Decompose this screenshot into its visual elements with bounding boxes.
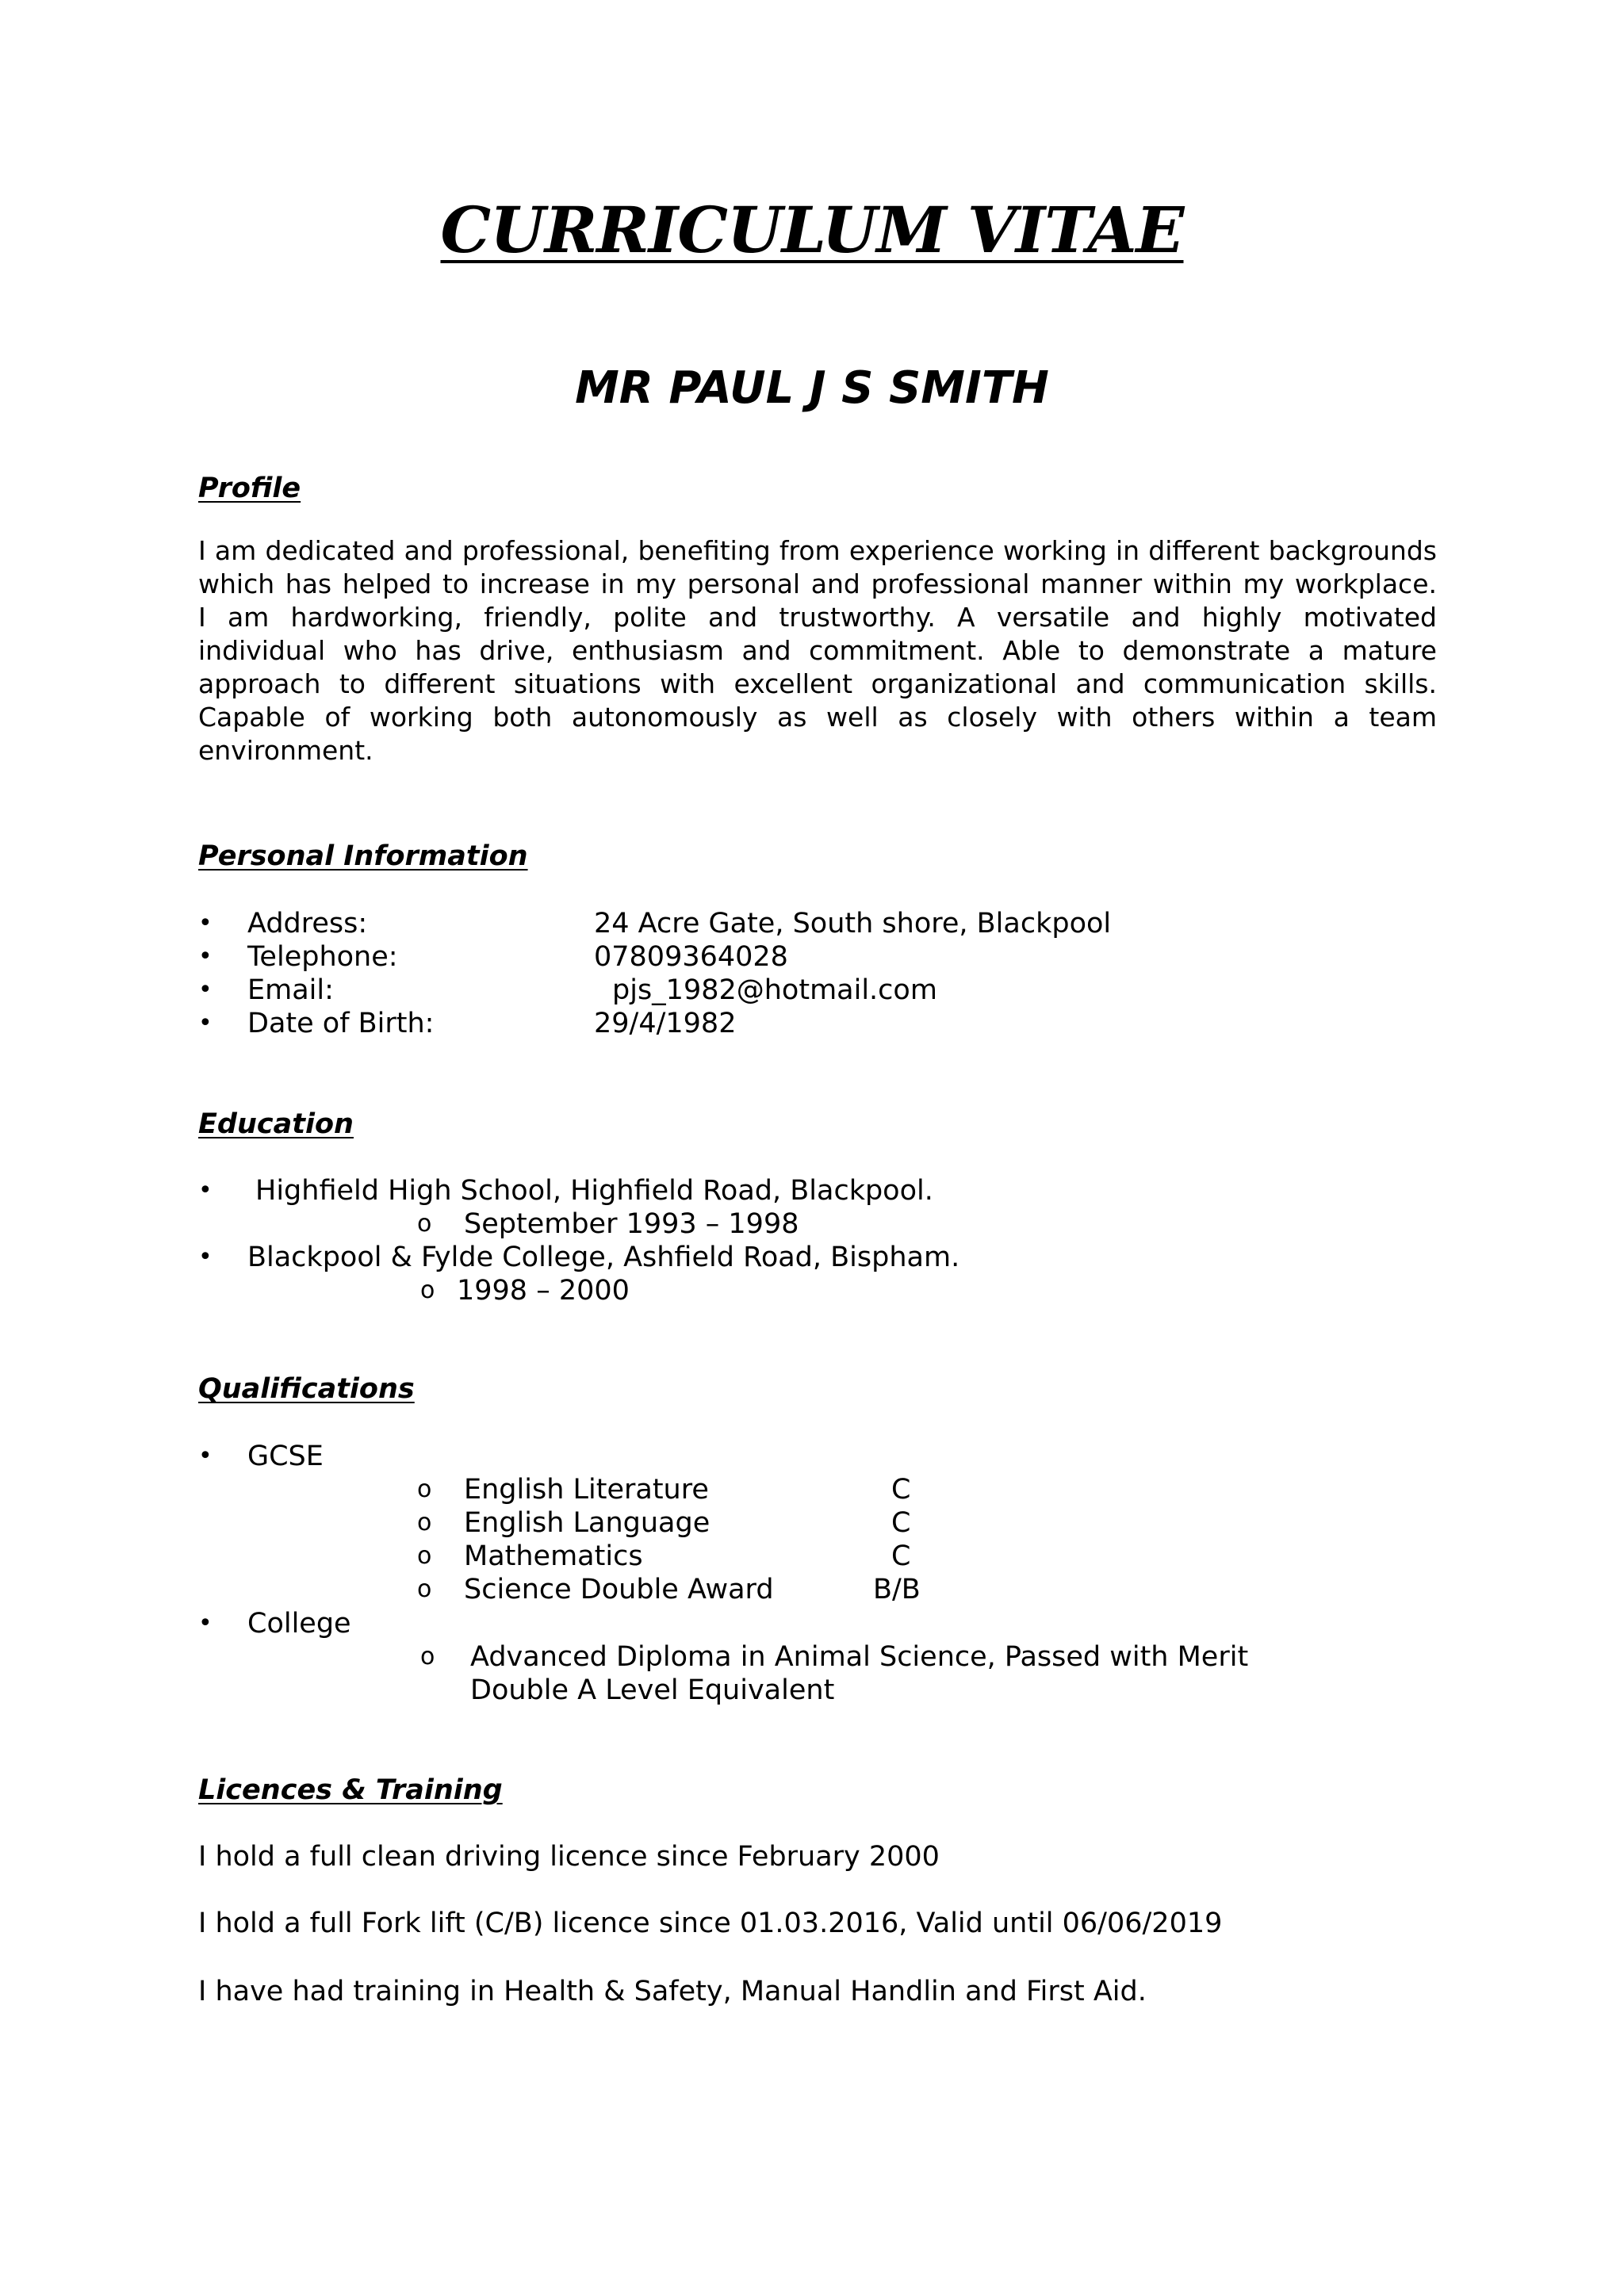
sub-bullet: o (420, 1276, 435, 1304)
address-label: Address: (247, 908, 368, 939)
list-bullet: • (198, 943, 213, 970)
education-dates: 1998 – 2000 (457, 1275, 630, 1307)
gcse-grade: C (891, 1474, 911, 1506)
gcse-subject: English Literature (464, 1474, 709, 1506)
document-title: CURRICULUM VITAE (440, 193, 1184, 267)
sub-bullet: o (417, 1575, 432, 1603)
list-bullet: • (198, 1243, 213, 1271)
list-bullet: • (198, 1177, 213, 1204)
list-bullet: • (198, 1609, 213, 1637)
sub-bullet: o (420, 1643, 435, 1670)
training-line: I have had training in Health & Safety, Manual Handlin and First Aid. (198, 1976, 1147, 2007)
personal-info-heading: Personal Information (198, 840, 528, 872)
list-bullet: • (198, 1009, 213, 1037)
college-equivalent: Double A Level Equivalent (470, 1674, 835, 1706)
candidate-name: MR PAUL J S SMITH (575, 362, 1049, 414)
list-bullet: • (198, 909, 213, 937)
education-dates: September 1993 – 1998 (464, 1208, 799, 1240)
qualifications-heading: Qualifications (198, 1373, 415, 1405)
profile-line: which has helped to increase in my personal and professional manner within my workplace. (198, 568, 1437, 599)
profile-line: approach to different situations with excellent organizational and communication skills. (198, 668, 1437, 699)
sub-bullet: o (417, 1475, 432, 1503)
profile-line: Capable of working both autonomously as well as closely with others within a team (198, 702, 1437, 733)
dob-value: 29/4/1982 (594, 1008, 737, 1039)
profile-heading: Profile (198, 473, 301, 504)
dob-label: Date of Birth: (247, 1008, 435, 1039)
gcse-subject: Science Double Award (464, 1574, 774, 1605)
profile-line: I am dedicated and professional, benefiting from experience working in different backgrounds (198, 535, 1437, 566)
list-bullet: • (198, 1442, 213, 1470)
gcse-grade: C (891, 1507, 911, 1539)
sub-bullet: o (417, 1210, 432, 1238)
licences-heading: Licences & Training (198, 1774, 503, 1806)
telephone-value: 07809364028 (594, 941, 788, 973)
licence-line: I hold a full Fork lift (C/B) licence since 01.03.2016, Valid until 06/06/2019 (198, 1908, 1223, 1939)
education-school: Highfield High School, Highfield Road, Blackpool. (255, 1175, 933, 1207)
gcse-label: GCSE (247, 1441, 324, 1472)
sub-bullet: o (417, 1509, 432, 1536)
college-label: College (247, 1608, 351, 1640)
gcse-grade: C (891, 1540, 911, 1572)
profile-paragraph (198, 534, 1437, 767)
profile-line: I am hardworking, friendly, polite and trustworthy. A versatile and highly motivated (198, 602, 1437, 633)
gcse-grade: B/B (873, 1574, 921, 1605)
profile-line: individual who has drive, enthusiasm and commitment. Able to demonstrate a mature (198, 635, 1437, 666)
profile-line: environment. (198, 735, 373, 766)
email-value: pjs_1982@hotmail.com (612, 974, 937, 1006)
education-school: Blackpool & Fylde College, Ashfield Road, Bispham. (247, 1242, 960, 1273)
email-label: Email: (247, 974, 334, 1006)
address-value: 24 Acre Gate, South shore, Blackpool (594, 908, 1112, 939)
college-qualification: Advanced Diploma in Animal Science, Passed with Merit (470, 1641, 1249, 1673)
list-bullet: • (198, 976, 213, 1004)
telephone-label: Telephone: (247, 941, 398, 973)
gcse-subject: English Language (464, 1507, 710, 1539)
sub-bullet: o (417, 1542, 432, 1570)
gcse-subject: Mathematics (464, 1540, 643, 1572)
licence-line: I hold a full clean driving licence since February 2000 (198, 1841, 940, 1873)
education-heading: Education (198, 1108, 354, 1140)
